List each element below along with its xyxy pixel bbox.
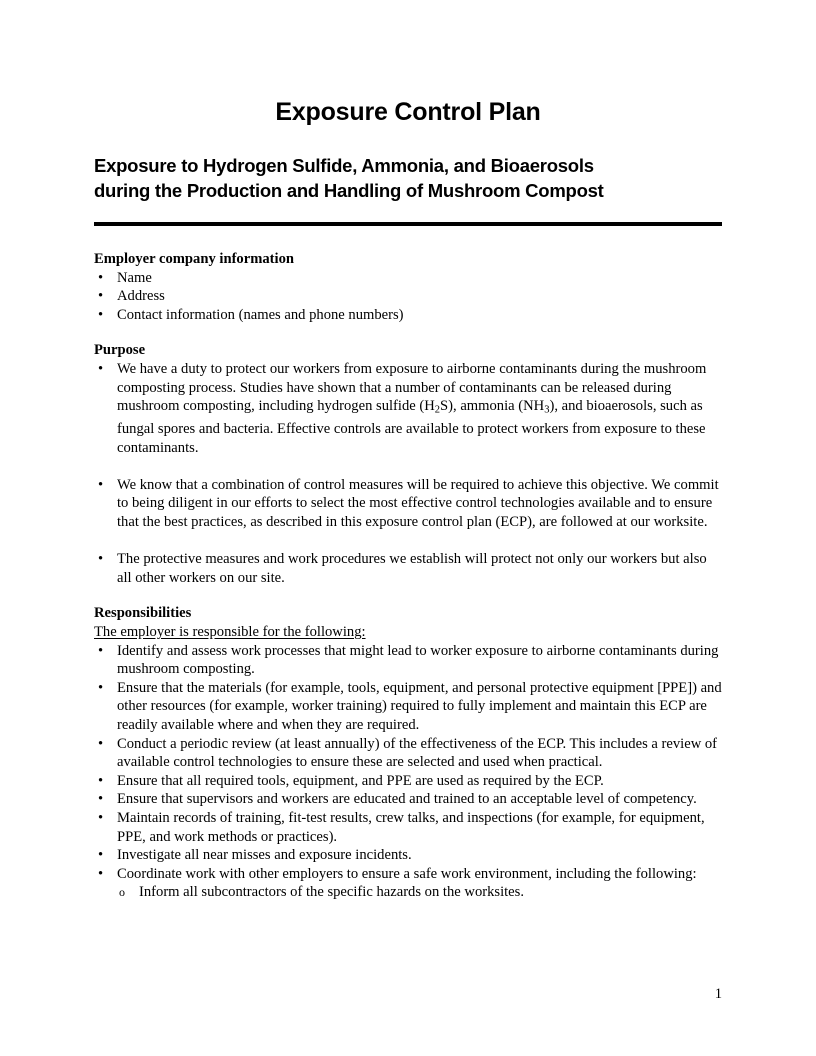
section-heading-employer-information: Employer company information xyxy=(94,251,294,267)
list-item-text: Ensure that the materials (for example, tools, equipment, and personal protective equipment [PPE]) and other resources (for example, worker training) required to fully implement and maintain this ECP are readily available where and when they are required. xyxy=(117,679,722,733)
list-item-text: Investigate all near misses and exposure incidents. xyxy=(117,847,412,864)
list-item-text: Ensure that all required tools, equipment, and PPE are used as required by the ECP. xyxy=(117,772,604,789)
bullet-icon: • xyxy=(98,772,104,789)
document-body xyxy=(94,250,722,902)
list-item-text: Conduct a periodic review (at least annually) of the effectiveness of the ECP. This includes a review of available control technologies to ensure these are selected and used when practical. xyxy=(117,735,718,771)
list-item xyxy=(94,287,722,306)
section-heading-purpose: Purpose xyxy=(94,342,146,359)
list-item xyxy=(94,790,722,809)
bullet-icon: • xyxy=(98,865,104,882)
list-item-text: Identify and assess work processes that might lead to worker exposure to airborne contaminants during mushroom composting. xyxy=(117,642,719,678)
list-item-text: Ensure that supervisors and workers are educated and trained to an acceptable level of competency. xyxy=(117,791,697,808)
list-item xyxy=(94,772,722,791)
list-item-text xyxy=(117,361,706,456)
list-item xyxy=(94,679,722,735)
document-subtitle-line1: Exposure to Hydrogen Sulfide, Ammonia, and Bioaerosols xyxy=(94,155,594,176)
bullet-icon: • xyxy=(98,288,104,305)
bullet-icon: • xyxy=(98,791,104,808)
sub-list-item xyxy=(116,883,722,902)
list-item-text: Contact information (names and phone numbers) xyxy=(117,306,404,323)
employer-information-list xyxy=(94,269,722,325)
bullet-icon: • xyxy=(98,847,104,864)
sub-list-item-text: Inform all subcontractors of the specific hazards on the worksites. xyxy=(139,884,524,901)
purpose-text-part2: S), ammonia (NH xyxy=(440,398,545,415)
purpose-list xyxy=(94,360,722,587)
circle-bullet-icon: o xyxy=(119,885,125,900)
bullet-icon: • xyxy=(98,551,104,568)
header-divider-rule xyxy=(94,222,722,226)
list-item-text: The protective measures and work procedures we establish will protect not only our workers but also all other workers on our site. xyxy=(117,551,707,586)
list-item xyxy=(94,306,722,325)
responsibilities-list xyxy=(94,642,722,884)
list-item xyxy=(94,846,722,865)
list-item xyxy=(94,865,722,884)
list-item-text: Maintain records of training, fit-test results, crew talks, and inspections (for example, for equipment, PPE, and work methods or practices). xyxy=(117,809,705,845)
bullet-icon: • xyxy=(98,642,104,659)
bullet-icon: • xyxy=(98,476,104,493)
page-title: Exposure Control Plan xyxy=(275,98,541,126)
list-item xyxy=(94,735,722,772)
section-heading-responsibilities: Responsibilities xyxy=(94,605,192,622)
document-subtitle xyxy=(94,153,726,203)
bullet-icon: • xyxy=(98,306,104,323)
bullet-icon: • xyxy=(98,360,104,377)
list-item xyxy=(94,642,722,679)
bullet-icon: • xyxy=(98,735,104,752)
employer-responsibility-intro: The employer is responsible for the following: xyxy=(94,624,366,640)
subscript-h2s: 2 xyxy=(434,404,441,416)
list-item xyxy=(94,360,722,457)
list-item-text: Name xyxy=(117,269,152,286)
list-item-text: Address xyxy=(117,288,165,305)
bullet-icon: • xyxy=(98,809,104,826)
page-number: 1 xyxy=(714,986,722,1002)
list-item xyxy=(94,476,722,532)
list-item-text: Coordinate work with other employers to ensure a safe work environment, including the following: xyxy=(117,865,697,882)
list-item-text: We know that a combination of control measures will be required to achieve this objective. We commit to being diligent in our efforts to select the most effective control technologies available and to ensure that the best practices, as described in this exposure control plan (ECP), are followed at our worksite. xyxy=(117,476,719,531)
list-item xyxy=(94,809,722,846)
purpose-text-part3: ), and bioaerosols, such as fungal spores and bacteria. Effective controls are available to protect workers from exposure to these contaminants. xyxy=(117,398,706,456)
document-subtitle-line2: during the Production and Handling of Mushroom Compost xyxy=(94,180,604,201)
list-item xyxy=(94,550,722,587)
purpose-text-part1: We have a duty to protect our workers from exposure to airborne contaminants during the mushroom composting process. Studies have shown that a number of contaminants can be released during mushroom composting, including hydrogen sulfide (H xyxy=(117,360,707,415)
bullet-icon: • xyxy=(98,269,104,286)
subscript-nh3: 3 xyxy=(544,404,550,416)
responsibilities-sub-list xyxy=(94,883,722,902)
bullet-icon: • xyxy=(98,679,104,696)
list-item xyxy=(94,269,722,288)
